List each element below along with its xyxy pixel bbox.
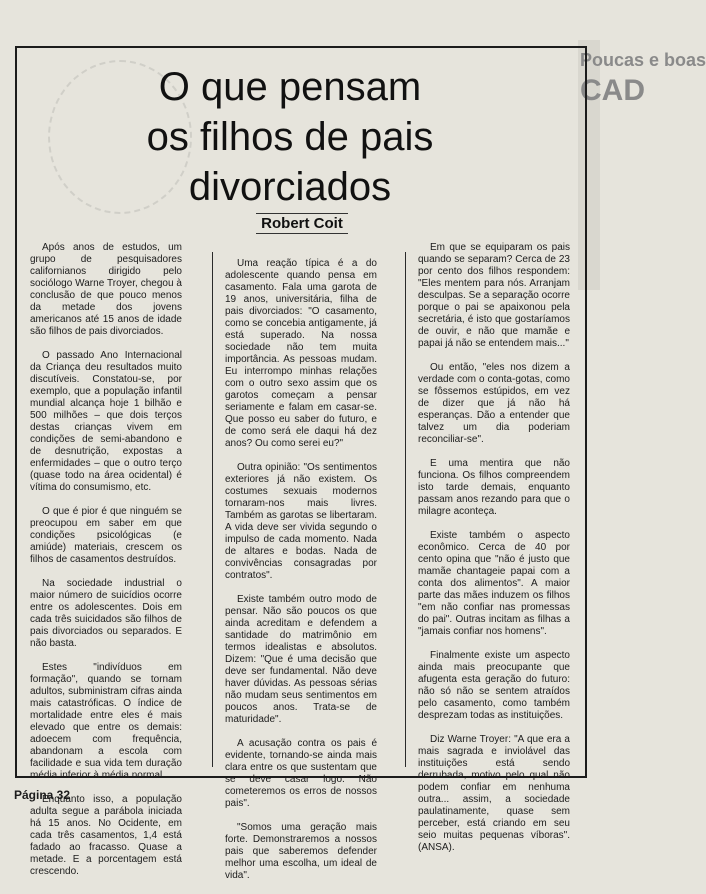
paragraph: Ou então, "eles nos dizem a verdade com o conta-gotas, como se fôssemos estúpidos, em vez de dizer que já não há esperanças. Dão a entender que talvez um dia poderiam reconciliar-se". <box>418 362 570 445</box>
paragraph: Outra opinião: "Os sentimentos exteriores já não existem. Os costumes sexuais modernos tornaram-nos mais livres. Também as garotas se libertaram. A vida deve ser vivida segundo o impulso de cada momento. Nada de altares e bodas. Nada de convivências consagradas por contratos". <box>225 462 377 581</box>
bleed-text: CAD <box>580 74 645 107</box>
paragraph: Estes "indivíduos em formação", quando se tornam adultos, subministram cifras ainda mais catastróficas. O índice de mortalidade entre eles é mais elevado que entre os demais: adoecem com frequência, abandonam a escola com facilidade e sua vida tem duração média inferior à média normal. <box>30 662 182 781</box>
paragraph: Na sociedade industrial o maior número de suicídios ocorre entre os adolescentes. Dois em cada três suicidados são filhos de pais divorciados ou separados. E não basta. <box>30 578 182 649</box>
column-divider <box>405 252 406 767</box>
bleed-text: Poucas e boas <box>580 50 706 70</box>
paragraph: Finalmente existe um aspecto ainda mais preocupante que afugenta esta geração do futuro: não só não se sentem atraídos pelo casamento, como também desprezam todas as instituições. <box>418 650 570 721</box>
article-title <box>60 62 520 212</box>
column-2 <box>225 258 377 894</box>
paragraph: A acusação contra os pais é evidente, tornando-se ainda mais clara entre os que sustentam que se deve casar logo. Não cometeremos os erros de nossos pais". <box>225 738 377 809</box>
paragraph: O que é pior é que ninguém se preocupou em saber em que condições psicológicas (e amiúde) materiais, crescem os filhos de casamentos destruídos. <box>30 506 182 565</box>
title-line: os filhos de pais <box>146 115 434 159</box>
paragraph: Existe também outro modo de pensar. Não são poucos os que ainda acreditam e defendem a santidade do matrimônio em termos idealistas e absolutos. Dizem: "Que é uma decisão que deve ser fundamental. Não deve haver dúvidas. As pessoas sérias não mudam seus sentimentos em poucos anos. Trata-se de maturidade". <box>225 594 377 725</box>
paragraph: Em que se equiparam os pais quando se separam? Cerca de 23 por cento dos filhos respondem: "Eles mentem para nós. Arranjam desculpas. Se a separação ocorre porque o pai se apaixonou pela secretária, é isto que gostaríamos de ouvir, e não que mamãe e papai já não se entendem mais..." <box>418 242 570 349</box>
column-divider <box>212 252 213 767</box>
title-line: O que pensam <box>158 65 422 109</box>
page-number: Página 32 <box>14 788 71 802</box>
paragraph: Após anos de estudos, um grupo de pesquisadores californianos dirigido pelo sociólogo Warne Troyer, chegou à conclusão de que pouco menos da metade dos jovens americanos até 15 anos de idade são filhos de pais divorciados. <box>30 242 182 337</box>
paragraph: O passado Ano Internacional da Criança deu resultados muito discutíveis. Constatou-se, por exemplo, que a população infantil mundial alcança hoje 1 bilhão e 500 milhões – que dois terços destas crianças vivem em condições de semi-abandono e de desnutrição, expostas a enfermidades – que o outro terço (quase todo na área ocidental) é vítima do consumismo, etc. <box>30 350 182 493</box>
paragraph: Enquanto isso, a população adulta segue a parábola iniciada há 15 anos. No Ocidente, em cada três casamentos, 1,4 está fadado ao fracasso. Quase a metade. E a porcentagem está crescendo. <box>30 794 182 877</box>
paragraph: Diz Warne Troyer: "A que era a mais sagrada e inviolável das instituições está sendo derrubada, motivo pelo qual não podem confiar em nenhuma outra... assim, a sociedade paulatinamente, quase sem perceber, está criando em seu seio muitas pequenas víboras". (ANSA). <box>418 734 570 853</box>
paragraph: Uma reação típica é a do adolescente quando pensa em casamento. Fala uma garota de 19 anos, universitária, filha de pais divorciados: "O casamento, como se concebia antigamente, já está superado. Na nossa sociedade não tem muita importância. As pessoas mudam. Eu interrompo minhas relações com o outro sexo assim que os garotos começam a pensar seriamente e falam em casar-se. Que posso eu saber do futuro, e de como será ele daqui há dez anos? Ou como serei eu?" <box>225 258 377 449</box>
paragraph: Existe também o aspecto econômico. Cerca de 40 por cento opina que "não é justo que mamãe chantageie papai com a conta dos alimentos". A maior parte das mães induzem os filhos "em não confiar nas promessas do pai". Outras incitam as filhas a "jamais confiar nos homens". <box>418 530 570 637</box>
paragraph: E uma mentira que não funciona. Os filhos compreendem isto tarde demais, enquanto passam anos rezando para que o milagre aconteça. <box>418 458 570 517</box>
paragraph: "Somos uma geração mais forte. Demonstraremos a nossos pais que saberemos defender melhor uma escolha, um ideal de vida". <box>225 822 377 881</box>
author-byline: Robert Coit <box>256 213 348 234</box>
title-line: divorciados <box>188 165 392 209</box>
column-3 <box>418 242 570 866</box>
